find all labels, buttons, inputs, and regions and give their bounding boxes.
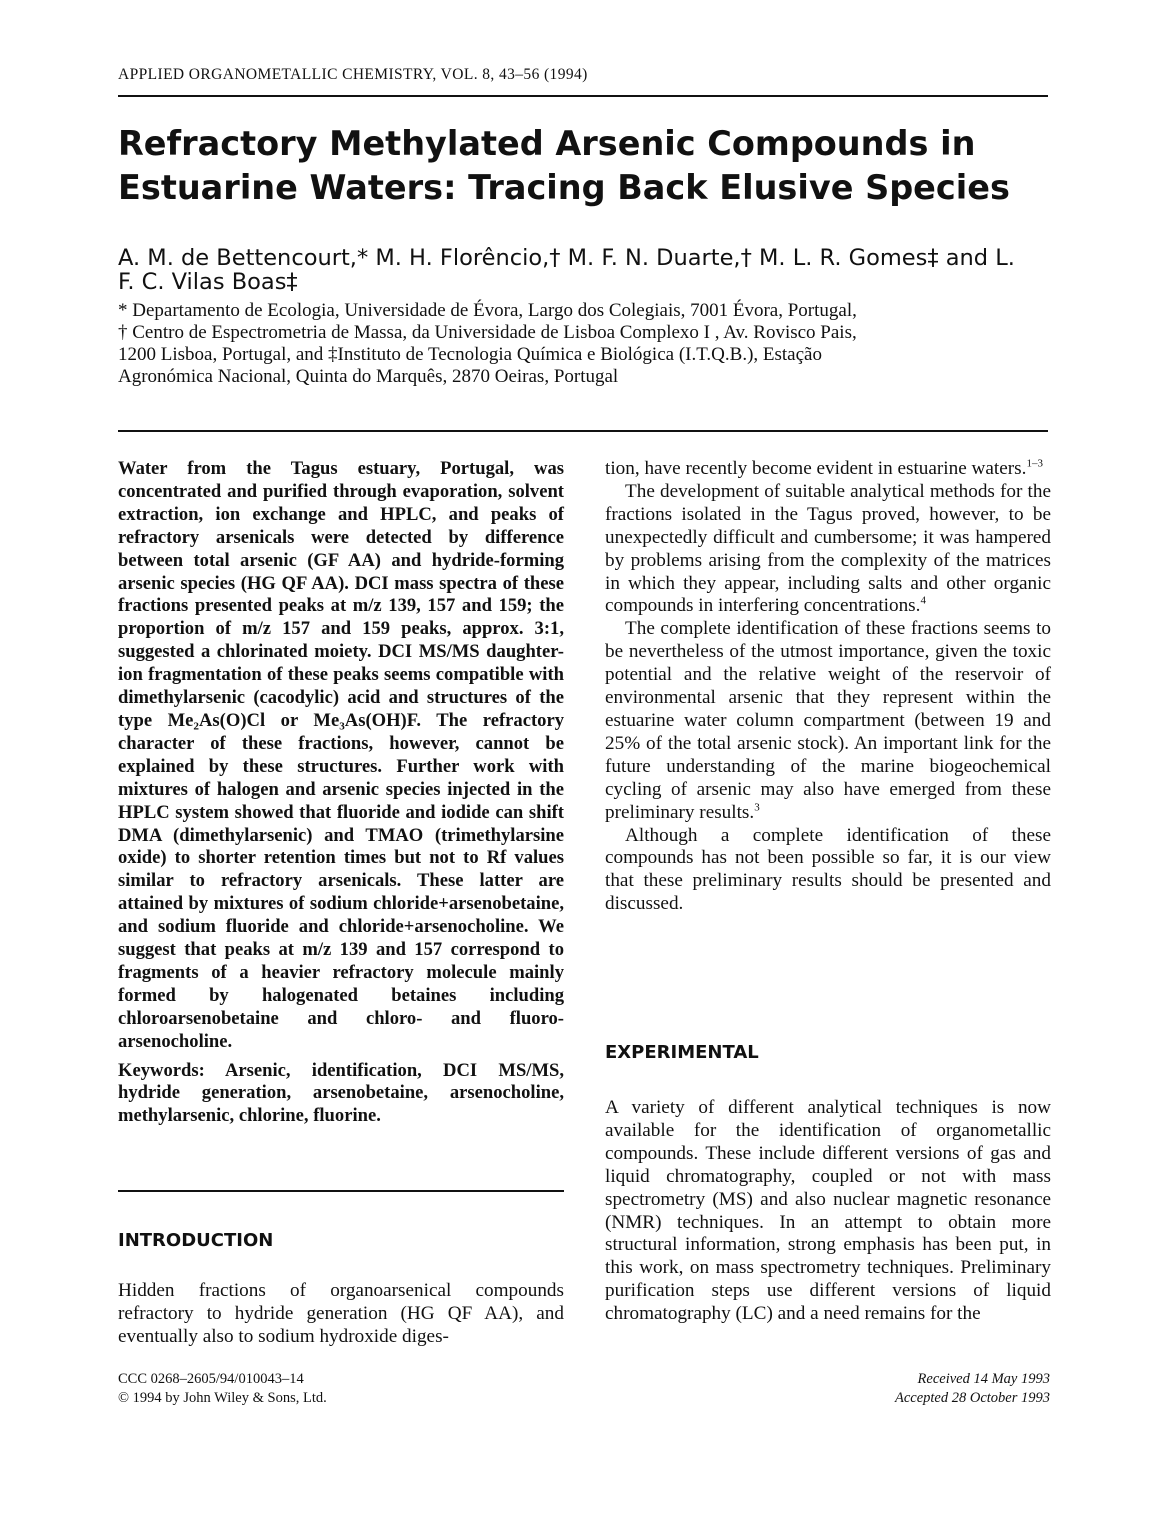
affiliation-line: † Centro de Espectrometria de Massa, da Universidade de Lisboa Complexo I , Av. Rovisco Pais, [118, 322, 857, 343]
footer-left [118, 1370, 327, 1408]
footer-right [895, 1370, 1050, 1408]
received-date: Received 14 May 1993 [917, 1371, 1050, 1387]
reference-marker: 3 [754, 801, 760, 814]
intro-paragraph: Although a complete identification of these compounds has not been possible so far, it is our view that these preliminary results should be presented and discussed. [605, 824, 1051, 915]
accepted-date: Accepted 28 October 1993 [894, 1390, 1050, 1406]
abstract-rule [118, 1190, 564, 1192]
experimental-paragraph: A variety of different analytical techniques is now available for the identification of organometallic compounds. These include different versions of gas and liquid chromatography, coupled or not with mass spectrometry (MS) and also nuclear magnetic resonance (NMR) techniques. In an attempt to obtain more structural information, strong emphasis has been put, in this work, on mass spectrometry techniques. Preliminary purification steps use different versions of liquid chromatography (LC) and a need remains for the [605, 1097, 1051, 1325]
introduction-text-left [118, 1280, 564, 1349]
affiliation-line: * Departamento de Ecologia, Universidade de Évora, Largo dos Colegiais, 7001 Évora, Portugal, [118, 300, 857, 321]
copyright: © 1994 by John Wiley & Sons, Ltd. [118, 1390, 327, 1406]
intro-paragraph: The complete identification of these fractions seems to be nevertheless of the utmost importance, given the toxic potential and the relative weight of the reservoir of environmental arsenic that they represent within the estuarine water column compartment (between 19 and 25% of the total arsenic stock). An important link for the future understanding of the marine biogeochemical cycling of arsenic may also have emerged from these preliminary results.$^3$ [605, 618, 1051, 823]
introduction-text-right [605, 458, 1051, 916]
experimental-text [605, 1097, 1051, 1326]
intro-paragraph: Hidden fractions of organoarsenical compounds refractory to hydride generation (HG QF AA), and eventually also to sodium hydroxide diges- [118, 1280, 564, 1347]
article-title: Refractory Methylated Arsenic Compounds in Estuarine Waters: Tracing Back Elusive Species [118, 124, 1010, 207]
intro-continuation: tion, have recently become evident in estuarine waters.$^{1-3}$ [605, 457, 1043, 479]
intro-paragraph: The development of suitable analytical methods for the fractions isolated in the Tagus proved, however, to be unexpectedly difficult and cumbersome; it was hampered by problems arising from the complexity of the matrices in which they appear, including salts and other organic compounds in interfering concentrations.$^4$ [605, 480, 1051, 617]
abstract-text: Water from the Tagus estuary, Portugal, was concentrated and purified through evaporation, solvent extraction, ion exchange and HPLC, and peaks of refractory arsenicals were detected by difference between total arsenic (GF AA) and hydride-forming arsenic species (HG QF AA). DCI mass spectra of these fractions presented peaks at m/z 139, 157 and 159; the proportion of m/z 157 and 159 peaks, approx. 3:1, suggested a chlorinated moiety. DCI MS/MS daughter-ion fragmentation of these peaks seems compatible with dimethylarsenic (cacodylic) acid and structures of the type Me₂As(O)Cl or Me₃As(OH)F. The refractory character of these fractions, however, cannot be explained by these structures. Further work with mixtures of halogen and arsenic species injected in the HPLC system showed that fluoride and iodide can shift DMA (dimethylarsenic) and TMAO (trimethylarsine oxide) to shorter retention times but not to Rf values similar to refractory arsenicals. These latter are attained by mixtures of sodium chloride+arsenobetaine, and sodium fluoride and chloride+arsenocholine. We suggest that peaks at m/z 139 and 157 correspond to fragments of a heavier refractory molecule mainly formed by halogenated betaines including chloroarsenobetaine and chloro- and fluoro-arsenocholine. [118, 458, 564, 1052]
reference-marker: 1–3 [1026, 457, 1043, 470]
ccc-code: CCC 0268–2605/94/010043–14 [118, 1371, 304, 1387]
keywords: Keywords: Arsenic, identification, DCI MS/MS, hydride generation, arsenobetaine, arsenocholine, methylarsenic, chlorine, fluorine. [118, 1059, 564, 1127]
affiliations [118, 300, 1048, 388]
header-rule [118, 95, 1048, 97]
reference-marker: 4 [920, 595, 926, 608]
affiliation-line: 1200 Lisboa, Portugal, and ‡Instituto de Tecnologia Química e Biológica (I.T.Q.B.), Estação [118, 344, 822, 365]
author-list: A. M. de Bettencourt,* M. H. Florêncio,† M. F. N. Duarte,† M. L. R. Gomes‡ and L. F. C. Vilas Boas‡ [118, 245, 1015, 295]
affiliation-rule [118, 430, 1048, 432]
journal-header: APPLIED ORGANOMETALLIC CHEMISTRY, VOL. 8, 43–56 (1994) [118, 66, 588, 83]
introduction-heading: INTRODUCTION [118, 1230, 274, 1251]
experimental-heading: EXPERIMENTAL [605, 1042, 759, 1063]
abstract [118, 458, 564, 1128]
affiliation-line: Agronómica Nacional, Quinta do Marquês, 2870 Oeiras, Portugal [118, 366, 619, 387]
